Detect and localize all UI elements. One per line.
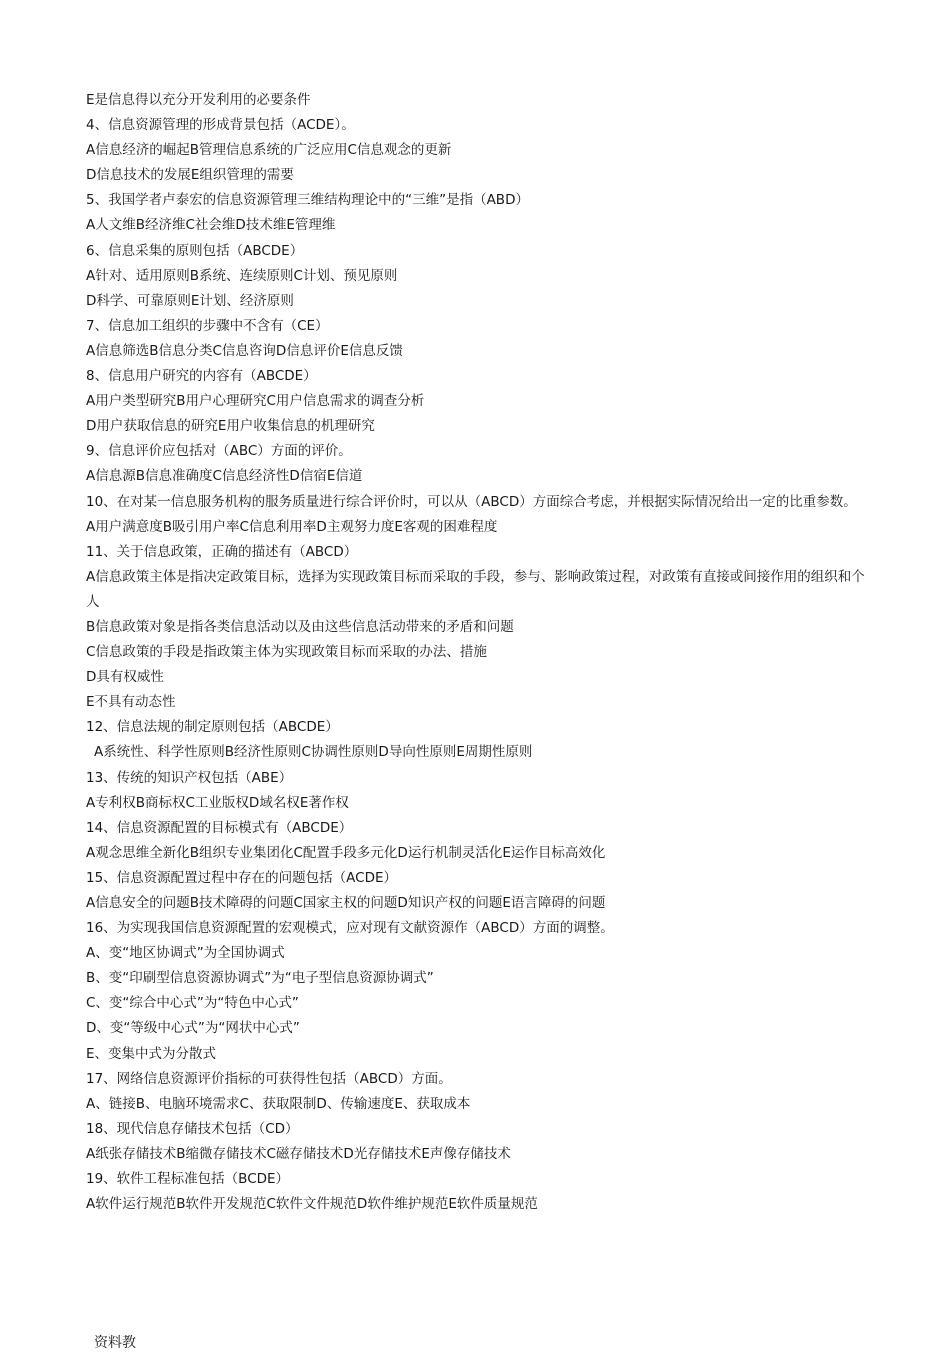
option-line: A用户满意度B吸引用户率C信息利用率D主观努力度E客观的困难程度 — [86, 518, 498, 535]
option-line: B信息政策对象是指各类信息活动以及由这些信息活动带来的矛盾和问题 — [86, 618, 514, 635]
option-line: A信息政策主体是指决定政策目标，选择为实现政策目标而采取的手段，参与、影响政策过程，对政策有直接或间接作用的组织和个人 — [86, 568, 865, 610]
question-13: 13、传统的知识产权包括（ABE） — [86, 769, 293, 786]
option-line: A纸张存储技术B缩微存储技术C磁存储技术D光存储技术E声像存储技术 — [86, 1145, 511, 1162]
text-line: E是信息得以充分开发利用的必要条件 — [86, 92, 311, 108]
option-line: A、链接B、电脑环境需求C、获取限制D、传输速度E、获取成本 — [86, 1095, 471, 1112]
question-16: 16、为实现我国信息资源配置的宏观模式，应对现有文献资源作（ABCD）方面的调整。 — [86, 920, 614, 937]
option-line: A人文维B经济维C社会维D技术维E管理维 — [86, 217, 336, 234]
question-12: 12、信息法规的制定原则包括（ABCDE） — [86, 719, 339, 736]
option-line: A信息经济的崛起B管理信息系统的广泛应用C信息观念的更新 — [86, 142, 452, 159]
option-line: A针对、适用原则B系统、连续原则C计划、预见原则 — [86, 267, 398, 284]
question-6: 6、信息采集的原则包括（ABCDE） — [86, 242, 304, 259]
question-15: 15、信息资源配置过程中存在的问题包括（ACDE） — [86, 869, 398, 886]
question-10: 10、在对某一信息服务机构的服务质量进行综合评价时，可以从（ABCD）方面综合考虑，并根据实际情况给出一定的比重参数。 — [86, 493, 857, 510]
option-line: D用户获取信息的研究E用户收集信息的机理研究 — [86, 418, 375, 435]
option-line: E不具有动态性 — [86, 694, 176, 711]
option-line: D信息技术的发展E组织管理的需要 — [86, 167, 294, 184]
option-line: D具有权威性 — [86, 669, 164, 686]
question-5: 5、我国学者卢泰宏的信息资源管理三维结构理论中的“三维”是指（ABD） — [86, 192, 529, 209]
question-17: 17、网络信息资源评价指标的可获得性包括（ABCD）方面。 — [86, 1070, 452, 1087]
question-8: 8、信息用户研究的内容有（ABCDE） — [86, 368, 317, 385]
option-line: D科学、可靠原则E计划、经济原则 — [86, 292, 294, 309]
question-18: 18、现代信息存储技术包括（CD） — [86, 1120, 299, 1137]
page-footer: 资料教 — [94, 1335, 136, 1351]
option-line: A、变“地区协调式”为全国协调式 — [86, 945, 285, 962]
option-line: C、变“综合中心式”为“特色中心式” — [86, 995, 299, 1012]
option-line: B、变“印刷型信息资源协调式”为“电子型信息资源协调式” — [86, 970, 434, 987]
option-line: A系统性、科学性原则B经济性原则C协调性原则D导向性原则E周期性原则 — [94, 744, 533, 761]
option-line: D、变“等级中心式”为“网状中心式” — [86, 1020, 300, 1037]
option-line: A用户类型研究B用户心理研究C用户信息需求的调查分析 — [86, 393, 425, 410]
option-line: A软件运行规范B软件开发规范C软件文件规范D软件维护规范E软件质量规范 — [86, 1196, 538, 1213]
option-line: A专利权B商标权C工业版权D域名权E著作权 — [86, 794, 349, 811]
question-4: 4、信息资源管理的形成背景包括（ACDE）。 — [86, 117, 355, 134]
question-11: 11、关于信息政策，正确的描述有（ABCD） — [86, 543, 358, 560]
option-line: A观念思维全新化B组织专业集团化C配置手段多元化D运行机制灵活化E运作目标高效化 — [86, 844, 606, 861]
question-7: 7、信息加工组织的步骤中不含有（CE） — [86, 317, 329, 334]
option-line: E、变集中式为分散式 — [86, 1045, 217, 1062]
option-line: A信息源B信息准确度C信息经济性D信宿E信道 — [86, 468, 363, 485]
question-14: 14、信息资源配置的目标模式有（ABCDE） — [86, 819, 353, 836]
option-line: A信息筛选B信息分类C信息咨询D信息评价E信息反馈 — [86, 342, 403, 359]
option-line: C信息政策的手段是指政策主体为实现政策目标而采取的办法、措施 — [86, 644, 487, 661]
question-19: 19、软件工程标准包括（BCDE） — [86, 1171, 290, 1188]
option-line: A信息安全的问题B技术障碍的问题C国家主权的问题D知识产权的问题E语言障碍的问题 — [86, 895, 606, 911]
document-body — [86, 88, 876, 1217]
question-9: 9、信息评价应包括对（ABC）方面的评价。 — [86, 443, 352, 460]
